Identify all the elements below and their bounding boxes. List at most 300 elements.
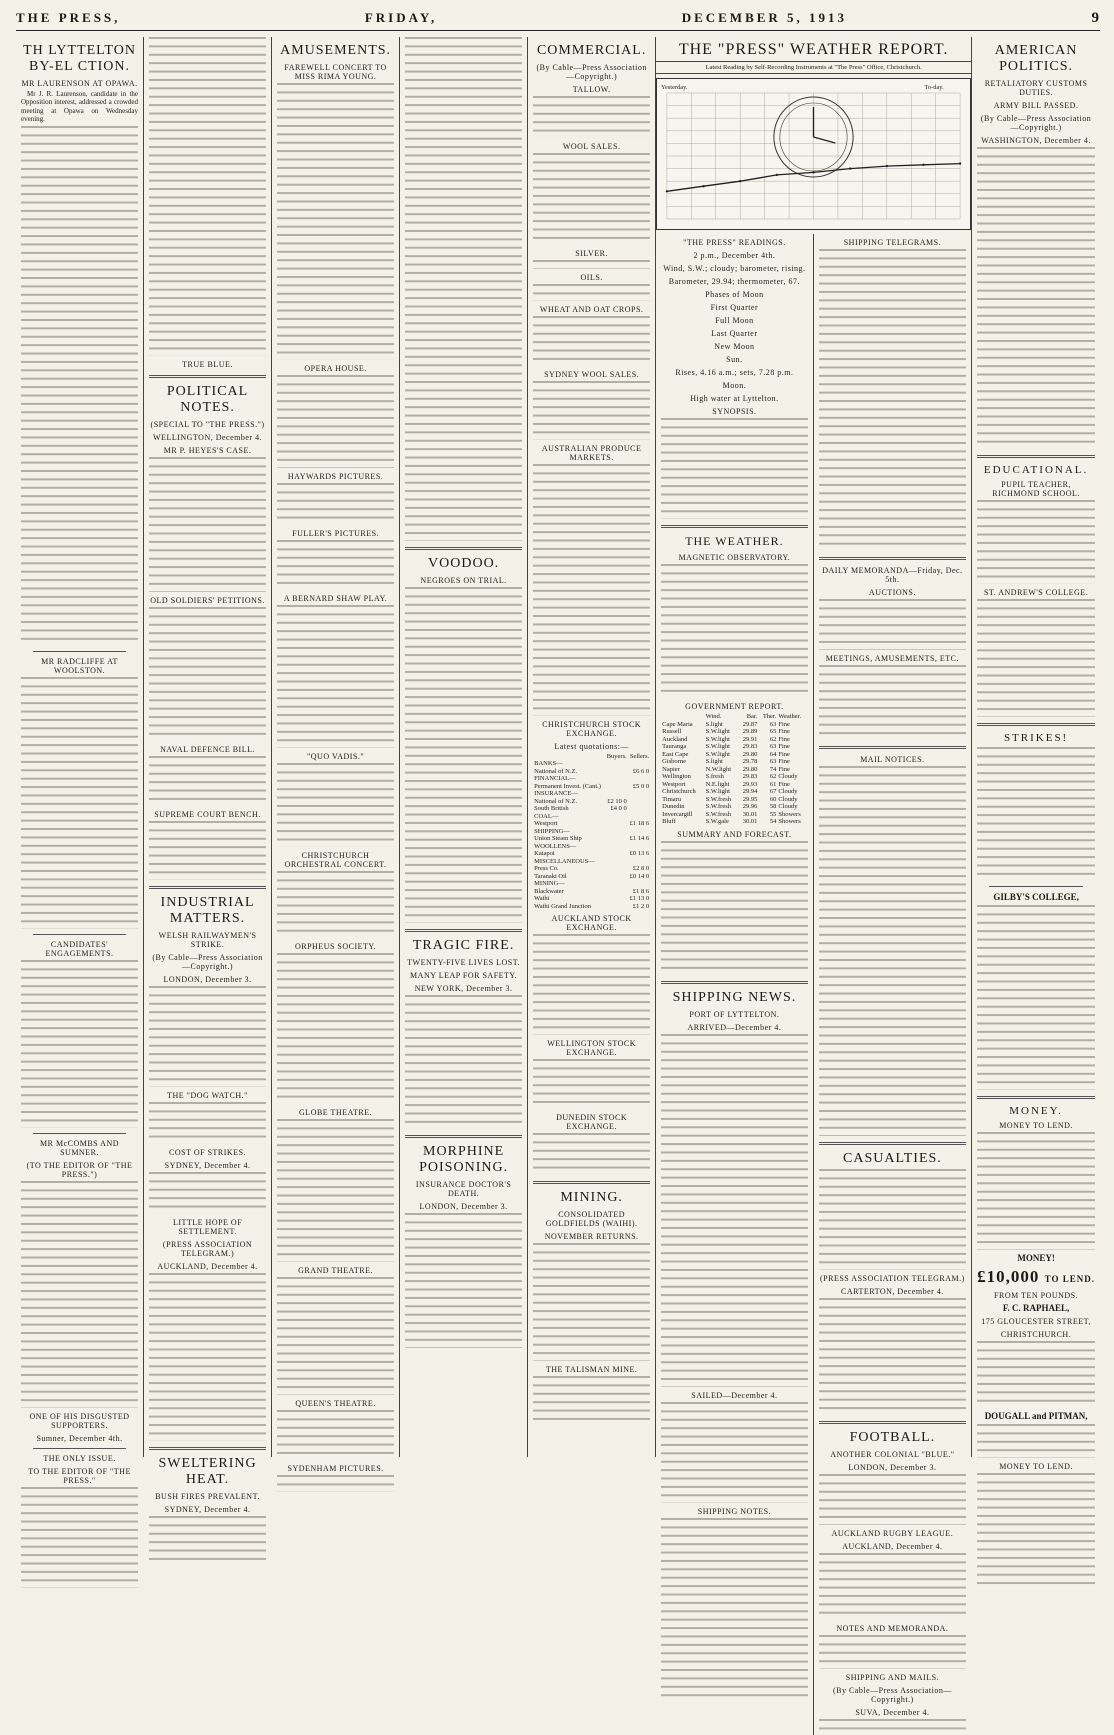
table-row <box>533 805 650 813</box>
stock-head: Latest quotations:— <box>554 741 629 751</box>
column-weather-shipping <box>656 37 972 1717</box>
subhead-quo-vadis: "QUO VADIS." <box>307 751 365 761</box>
body-text <box>977 599 1095 717</box>
table-cell: Westport <box>534 820 558 828</box>
table-cell: MINING— <box>534 880 565 888</box>
table-cell: Permanent Invest. (Cant.) <box>534 782 601 790</box>
column-4 <box>400 37 528 1457</box>
column-6 <box>656 234 814 1735</box>
divider <box>33 1448 126 1449</box>
table-header-cell: Wind. <box>705 713 722 721</box>
body-text <box>533 153 650 245</box>
ad-raphael-address: 175 GLOUCESTER STREET, <box>981 1316 1091 1326</box>
table-cell: Cloudy <box>778 803 798 811</box>
subhead-mail-notices: MAIL NOTICES. <box>860 755 925 765</box>
headline-weather: THE WEATHER. <box>685 533 784 548</box>
subhead-st-andrews: ST. ANDREW'S COLLEGE. <box>983 588 1089 598</box>
table-cell: S.W.fresh <box>705 803 732 811</box>
table-cell: £5 0 0 <box>632 782 650 790</box>
headline-casualties: CASUALTIES. <box>843 1150 942 1166</box>
table-cell <box>605 895 628 903</box>
column-8 <box>972 37 1100 1471</box>
body-text <box>277 1410 394 1460</box>
divider <box>977 1096 1095 1099</box>
table-cell: Waihi Grand Junction <box>534 902 592 910</box>
table-cell: 74 <box>769 765 777 773</box>
table-row <box>533 790 650 798</box>
source-line: (By Cable—Press Association—Copyright.) <box>980 114 1092 132</box>
table-cell: Cloudy <box>778 795 798 803</box>
dateline: AUCKLAND, December 4. <box>157 1261 258 1271</box>
table-cell: S.W.fresh <box>705 795 732 803</box>
table-row <box>533 798 650 806</box>
subhead-wheat-oat: WHEAT AND OAT CROPS. <box>539 304 644 314</box>
body-text <box>277 871 394 938</box>
table-row <box>661 728 808 736</box>
table-cell: 63 <box>769 743 777 751</box>
subhead-retaliatory: RETALIATORY CUSTOMS DUTIES. <box>984 79 1088 97</box>
subhead-wool-sales: WOOL SALES. <box>562 142 621 151</box>
divider <box>989 886 1083 887</box>
table-cell: BANKS— <box>534 760 563 768</box>
dateline: WELLINGTON, December 4. <box>153 433 263 443</box>
weather-subtitle: Latest Reading by Self-Recording Instruments at "The Press" Office, Christchurch. <box>656 62 971 74</box>
table-cell: £1 14 6 <box>629 835 650 843</box>
subhead-editor-2: TO THE EDITOR OF "THE PRESS." <box>28 1467 131 1486</box>
table-cell: 29.95 <box>742 795 758 803</box>
table-row <box>533 873 650 881</box>
table-row <box>661 788 808 796</box>
subhead-globe: GLOBE THEATRE. <box>299 1108 373 1118</box>
ad-money-big: MONEY! <box>1017 1252 1055 1263</box>
subhead-radcliffe: MR RADCLIFFE AT WOOLSTON. <box>41 657 118 676</box>
dateline: AUCKLAND, December 4. <box>842 1541 943 1551</box>
table-cell: Cloudy <box>778 788 798 796</box>
table-cell: 55 <box>769 810 777 818</box>
ad-raphael: F. C. RAPHAEL, <box>1002 1302 1070 1313</box>
barometer-point <box>703 185 705 187</box>
table-cell: Westport <box>662 780 686 788</box>
subhead-dunedin-stock: DUNEDIN STOCK EXCHANGE. <box>556 1113 628 1132</box>
table-cell <box>628 775 650 783</box>
dateline: CARTERTON, December 4. <box>841 1286 944 1296</box>
body-text <box>405 587 522 923</box>
headline-educational: EDUCATIONAL. <box>983 464 1089 477</box>
table-cell: £1 8 6 <box>632 887 650 895</box>
table-row <box>533 835 650 843</box>
table-row <box>661 766 808 774</box>
table-cell <box>605 873 628 881</box>
body-text <box>819 1298 967 1416</box>
headline-industrial: INDUSTRIAL MATTERS. <box>160 895 255 927</box>
subhead-government-report: GOVERNMENT REPORT. <box>685 702 784 712</box>
table-cell: £4 0 0 <box>610 805 627 813</box>
body-text <box>149 756 266 806</box>
headline-commercial: COMMERCIAL. <box>536 43 647 58</box>
body-text <box>405 37 522 541</box>
table-cell: £1 13 0 <box>629 895 650 903</box>
table-cell: Cloudy <box>778 773 798 781</box>
body-text <box>533 934 650 1035</box>
table-cell: COAL— <box>534 812 559 820</box>
table-cell: Blackwater <box>534 887 564 895</box>
table-cell: Fine <box>778 780 790 788</box>
divider <box>977 455 1095 458</box>
ad-money-to-lend: MONEY TO LEND. <box>999 1461 1073 1471</box>
headline-tragic-fire: TRAGIC FIRE. <box>412 938 515 953</box>
table-cell <box>628 858 650 866</box>
table-cell <box>628 790 650 798</box>
column-5 <box>528 37 656 1457</box>
table-cell: 65 <box>769 728 777 736</box>
table-cell: MISCELLANEOUS— <box>534 857 595 865</box>
readings-head: "THE PRESS" READINGS. <box>683 238 786 247</box>
body-text <box>277 483 394 525</box>
subhead-shipping-mails: SHIPPING AND MAILS. <box>845 1672 940 1682</box>
subhead-fullers: FULLER'S PICTURES. <box>292 528 380 538</box>
subhead-silver: SILVER. <box>575 249 609 259</box>
barometer-point <box>739 180 741 182</box>
subhead-shipping-notes: SHIPPING NOTES. <box>697 1506 772 1516</box>
subhead-summary-forecast: SUMMARY AND FORECAST. <box>677 829 792 839</box>
signature-date: Sumner, December 4th. <box>36 1434 123 1444</box>
table-cell: 29.96 <box>742 803 758 811</box>
subhead-grand: GRAND THEATRE. <box>298 1265 373 1275</box>
table-cell <box>605 865 628 873</box>
subhead-cost: COST OF STRIKES. <box>169 1147 247 1157</box>
headline-football: FOOTBALL. <box>849 1430 936 1446</box>
table-cell: Fine <box>778 735 790 743</box>
table-header-cell: Ther. <box>762 713 777 721</box>
subhead-november: NOVEMBER RETURNS. <box>544 1232 639 1242</box>
table-cell: Invercargill <box>662 810 693 818</box>
table-cell: Waihi <box>534 895 550 903</box>
table-cell: 62 <box>769 735 777 743</box>
table-cell: Cape Maria <box>662 720 693 728</box>
table-cell: FINANCIAL— <box>534 775 576 783</box>
table-cell: 29.80 <box>742 765 758 773</box>
barometer-point <box>886 165 888 167</box>
table-header-cell: Sellers. <box>629 752 650 760</box>
table-row <box>661 758 808 766</box>
table-cell: S.W.light <box>705 728 730 736</box>
body-text <box>661 1034 808 1387</box>
body-text <box>533 464 650 716</box>
stock-rows <box>533 760 650 910</box>
body-text <box>149 1102 266 1144</box>
table-row <box>661 781 808 789</box>
table-cell <box>605 820 628 828</box>
body-text <box>277 1475 394 1492</box>
table-cell: Napier <box>662 765 680 773</box>
table-row <box>533 813 650 821</box>
weather-shipping-body <box>656 234 971 1735</box>
subhead-army-bill: ARMY BILL PASSED. <box>993 101 1079 110</box>
table-cell <box>605 828 628 836</box>
table-cell <box>628 813 650 821</box>
lead-paragraph: Mr J. R. Laurenson, candidate in the Opposition interest, addressed a crowded meeting at Opawa on Wednesday evening. <box>21 90 139 124</box>
table-cell: Fine <box>778 743 790 751</box>
stock-table <box>533 753 650 911</box>
source-line: (By Cable—Press Association—Copyright.) <box>832 1685 952 1704</box>
headline-voodoo: VOODOO. <box>428 556 500 571</box>
subhead-chch-stock: CHRISTCHURCH STOCK EXCHANGE. <box>542 719 642 738</box>
columns <box>16 37 1100 1717</box>
source-line: (PRESS ASSOCIATION TELEGRAM.) <box>820 1273 965 1283</box>
body-text <box>661 418 808 519</box>
table-header-cell: Bar. <box>746 713 758 721</box>
moon-phase: Last Quarter <box>711 329 758 338</box>
divider <box>405 1135 522 1138</box>
table-cell: Kaiapoi <box>534 850 555 858</box>
divider <box>977 723 1095 726</box>
masthead-date: DECEMBER 5, 1913 <box>681 10 848 25</box>
subhead-talisman: THE TALISMAN MINE. <box>545 1365 638 1375</box>
table-cell: Fine <box>778 758 790 766</box>
column-2 <box>144 37 272 1514</box>
table-cell: Wellington <box>662 773 691 781</box>
moon-phase: New Moon <box>714 342 755 351</box>
body-text <box>819 599 967 649</box>
table-cell: National of N.Z. <box>534 797 578 805</box>
divider <box>819 746 967 749</box>
body-text <box>149 607 266 741</box>
table-row <box>533 850 650 858</box>
body-text <box>405 1213 522 1347</box>
signature-true-blue: TRUE BLUE. <box>182 360 233 370</box>
today-label: To-day. <box>924 83 944 92</box>
body-text <box>819 665 967 741</box>
dateline: WASHINGTON, December 4. <box>981 136 1091 145</box>
table-header-row <box>661 713 808 721</box>
table-cell <box>605 813 628 821</box>
subhead-little-hope: LITTLE HOPE OF SETTLEMENT. <box>172 1217 243 1236</box>
table-cell: S.W.light <box>705 750 730 758</box>
table-header-cell <box>661 713 704 721</box>
table-cell: £1 18 6 <box>629 820 650 828</box>
barometer-point <box>776 174 778 176</box>
subhead-sydney-wool: SYDNEY WOOL SALES. <box>544 369 640 379</box>
ad-10000 <box>977 1267 1095 1287</box>
table-cell: 63 <box>769 720 777 728</box>
table-cell: S.W.light <box>705 788 730 796</box>
subhead-port-lyttelton: PORT OF LYTTELTON. <box>689 1010 780 1020</box>
table-row <box>661 818 808 826</box>
masthead-day: FRIDAY, <box>364 10 438 25</box>
table-cell: East Cape <box>662 750 689 758</box>
headline-political-notes: POLITICAL NOTES. <box>166 384 249 416</box>
subhead-mccombs: MR McCOMBS AND SUMNER. <box>40 1139 120 1158</box>
table-row <box>661 811 808 819</box>
body-text <box>277 375 394 467</box>
table-cell: N.W.light <box>705 765 732 773</box>
synopsis-head: SYNOPSIS. <box>712 407 757 416</box>
table-cell: Fine <box>778 720 790 728</box>
barometer-point <box>922 164 924 166</box>
table-cell: Fine <box>778 728 790 736</box>
table-row <box>661 796 808 804</box>
body-text <box>661 1402 808 1503</box>
subhead-tallow: TALLOW. <box>572 85 611 94</box>
table-header-cell <box>533 753 605 761</box>
table-cell: S.light <box>705 758 723 766</box>
table-cell <box>628 760 650 768</box>
subhead-shaw: A BERNARD SHAW PLAY. <box>283 593 388 603</box>
body-text <box>533 284 650 301</box>
subhead-dog-watch: THE "DOG WATCH." <box>167 1090 248 1100</box>
subhead-wellington-stock: WELLINGTON STOCK EXCHANGE. <box>547 1039 637 1058</box>
source-line: (PRESS ASSOCIATION TELEGRAM.) <box>162 1239 253 1258</box>
table-cell: Taranaki Oil <box>534 872 567 880</box>
subhead-opera-house: OPERA HOUSE. <box>304 364 367 374</box>
subhead-orchestral: CHRISTCHURCH ORCHESTRAL CONCERT. <box>284 850 387 869</box>
weather-title: THE "PRESS" WEATHER REPORT. <box>656 37 971 62</box>
table-cell: 30.01 <box>742 810 758 818</box>
headline-amusements: AMUSEMENTS. <box>280 43 392 58</box>
divider <box>661 525 808 528</box>
table-row <box>661 751 808 759</box>
body-text <box>533 381 650 440</box>
body-text <box>533 260 650 268</box>
table-cell: 29.87 <box>742 720 758 728</box>
subhead-oils: OILS. <box>580 272 603 282</box>
divider <box>819 1421 967 1424</box>
table-row <box>661 743 808 751</box>
body-text <box>819 249 967 551</box>
weather-station-table <box>661 713 808 826</box>
subhead-rugby-league: AUCKLAND RUGBY LEAGUE. <box>831 1528 954 1538</box>
body-text <box>277 83 394 360</box>
subhead-arrived: ARRIVED—December 4. <box>687 1023 782 1033</box>
table-cell: S.W.gale <box>705 818 729 826</box>
dateline: LONDON, December 3. <box>163 975 252 985</box>
table-cell: Showers <box>778 810 801 818</box>
body-text <box>277 953 394 1104</box>
subhead-naval: NAVAL DEFENCE BILL. <box>160 744 255 754</box>
table-header-row <box>533 753 650 761</box>
table-cell <box>628 805 650 813</box>
table-cell: Christchurch <box>662 788 696 796</box>
column-3 <box>272 37 400 1473</box>
body-text <box>21 960 138 1128</box>
dateline: LONDON, December 3. <box>848 1463 937 1473</box>
headline-american-politics: AMERICAN POLITICS. <box>994 43 1078 74</box>
body-text <box>819 1635 967 1669</box>
subhead-welsh: WELSH RAILWAYMEN'S STRIKE. <box>158 931 257 950</box>
table-cell: Union Steam Ship <box>534 835 582 843</box>
subhead-auckland-stock: AUCKLAND STOCK EXCHANGE. <box>551 914 632 933</box>
table-cell: Auckland <box>662 735 688 743</box>
barometer-chart-svg <box>657 79 970 229</box>
table-cell: Dunedin <box>662 803 685 811</box>
table-row <box>533 783 650 791</box>
headline-sweltering: SWELTERING HEAT. <box>158 1455 257 1487</box>
moon-phase: First Quarter <box>710 303 759 312</box>
body-text <box>661 841 808 975</box>
divider <box>149 375 266 378</box>
body-text <box>149 986 266 1087</box>
subhead-negroes: NEGROES ON TRIAL. <box>420 576 507 585</box>
body-text <box>819 766 967 1136</box>
table-cell: £6 6 0 <box>632 767 650 775</box>
subhead-consolidated: CONSOLIDATED GOLDFIELDS (WAIHI). <box>545 1210 638 1229</box>
barometer-point <box>849 167 851 169</box>
table-row <box>533 843 650 851</box>
body-text <box>533 1243 650 1361</box>
table-cell: Gisborne <box>662 758 686 766</box>
divider <box>33 1133 126 1134</box>
divider <box>661 981 808 984</box>
column-1 <box>16 37 144 1486</box>
divider <box>33 651 126 652</box>
subhead-pupil-teacher: PUPIL TEACHER, RICHMOND SCHOOL. <box>992 480 1080 499</box>
table-cell <box>605 760 628 768</box>
table-cell: Fine <box>778 750 790 758</box>
table-cell <box>605 835 628 843</box>
body-text <box>661 564 808 698</box>
table-row <box>661 773 808 781</box>
divider <box>33 934 126 935</box>
body-text <box>661 1518 808 1703</box>
table-cell: £2 8 0 <box>632 865 650 873</box>
table-cell <box>605 775 628 783</box>
table-cell: Press Co. <box>534 865 559 873</box>
table-cell: £0 14 0 <box>629 872 650 880</box>
body-text <box>533 1376 650 1426</box>
ad-dougall: DOUGALL and PITMAN, <box>984 1410 1088 1421</box>
body-text <box>977 1424 1095 1458</box>
barometer-point <box>812 171 814 173</box>
subhead-sailed: SAILED—December 4. <box>691 1390 778 1400</box>
sun-head: Sun. <box>726 355 743 364</box>
subhead-many-leap: MANY LEAP FOR SAFETY. <box>410 971 518 980</box>
table-cell: 67 <box>769 788 777 796</box>
table-cell: S.W.fresh <box>705 810 732 818</box>
subhead-supreme-court: SUPREME COURT BENCH. <box>154 810 261 820</box>
ad-gilby-college: GILBY'S COLLEGE, <box>993 892 1079 903</box>
table-cell: £1 2 0 <box>632 902 650 910</box>
table-cell <box>628 843 650 851</box>
table-cell: Timaru <box>662 795 682 803</box>
table-cell: SHIPPING— <box>534 827 570 835</box>
table-row <box>533 903 650 911</box>
body-text <box>819 1169 967 1270</box>
masthead-publication: THE PRESS, <box>16 10 121 25</box>
subhead-sydenham: SYDENHAM PICTURES. <box>287 1463 384 1473</box>
body-text <box>977 500 1095 584</box>
masthead <box>16 10 1100 31</box>
table-cell <box>605 880 628 888</box>
source-line: (By Cable—Press Association—Copyright.) <box>152 953 263 972</box>
divider <box>149 1447 266 1450</box>
signature: ONE OF HIS DISGUSTED SUPPORTERS. <box>29 1412 130 1431</box>
table-cell: S.W.light <box>705 743 730 751</box>
table-row <box>661 736 808 744</box>
body-text <box>977 905 1095 1090</box>
body-text <box>819 1719 967 1735</box>
dateline: SYDNEY, December 4. <box>164 1504 251 1514</box>
table-cell: S.fresh <box>705 773 724 781</box>
subhead-bush-fires: BUSH FIRES PREVALENT. <box>155 1491 260 1501</box>
table-cell: 29.83 <box>742 743 758 751</box>
divider <box>533 1181 650 1184</box>
subhead-colonial-blue: ANOTHER COLONIAL "BLUE." <box>830 1450 955 1460</box>
body-text <box>21 1487 138 1588</box>
body-text <box>819 1553 967 1620</box>
table-cell: Bluff <box>662 818 676 826</box>
table-cell: 63 <box>769 758 777 766</box>
body-text <box>819 1474 967 1524</box>
